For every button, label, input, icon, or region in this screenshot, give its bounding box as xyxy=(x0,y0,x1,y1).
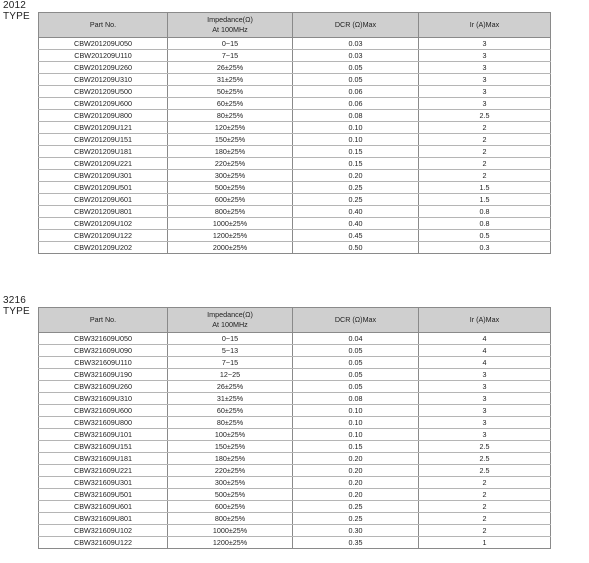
table-body xyxy=(39,333,551,549)
cell-ir: 2 xyxy=(419,158,551,170)
cell-impedance: 12~25 xyxy=(168,369,293,381)
cell-impedance: 150±25% xyxy=(168,134,293,146)
cell-ir: 2.5 xyxy=(419,453,551,465)
cell-impedance: 1200±25% xyxy=(168,230,293,242)
cell-ir: 2 xyxy=(419,489,551,501)
table-row xyxy=(39,441,551,453)
table-row xyxy=(39,194,551,206)
table-row xyxy=(39,218,551,230)
cell-part-no: CBW201209U121 xyxy=(39,122,168,134)
cell-impedance: 0~15 xyxy=(168,38,293,50)
cell-impedance: 600±25% xyxy=(168,501,293,513)
cell-part-no: CBW201209U310 xyxy=(39,74,168,86)
cell-dcr: 0.04 xyxy=(293,333,419,345)
spec-table-3216 xyxy=(38,307,551,549)
cell-dcr: 0.50 xyxy=(293,242,419,254)
cell-ir: 3 xyxy=(419,50,551,62)
header-ir: Ir (A)Max xyxy=(419,308,551,333)
cell-impedance: 80±25% xyxy=(168,417,293,429)
cell-dcr: 0.20 xyxy=(293,489,419,501)
cell-dcr: 0.05 xyxy=(293,381,419,393)
cell-ir: 3 xyxy=(419,98,551,110)
cell-impedance: 500±25% xyxy=(168,489,293,501)
cell-part-no: CBW321609U110 xyxy=(39,357,168,369)
cell-impedance: 150±25% xyxy=(168,441,293,453)
cell-ir: 2 xyxy=(419,170,551,182)
table-row xyxy=(39,429,551,441)
table-row xyxy=(39,417,551,429)
cell-ir: 2 xyxy=(419,513,551,525)
table-row xyxy=(39,86,551,98)
cell-part-no: CBW201209U122 xyxy=(39,230,168,242)
header-impedance xyxy=(168,308,293,333)
cell-part-no: CBW321609U050 xyxy=(39,333,168,345)
cell-part-no: CBW201209U601 xyxy=(39,194,168,206)
cell-impedance: 180±25% xyxy=(168,146,293,158)
cell-impedance: 60±25% xyxy=(168,405,293,417)
cell-part-no: CBW201209U260 xyxy=(39,62,168,74)
cell-impedance: 800±25% xyxy=(168,206,293,218)
cell-dcr: 0.25 xyxy=(293,513,419,525)
cell-part-no: CBW201209U221 xyxy=(39,158,168,170)
cell-ir: 3 xyxy=(419,393,551,405)
cell-part-no: CBW201209U500 xyxy=(39,86,168,98)
cell-part-no: CBW321609U260 xyxy=(39,381,168,393)
cell-dcr: 0.06 xyxy=(293,98,419,110)
cell-ir: 3 xyxy=(419,86,551,98)
cell-ir: 3 xyxy=(419,381,551,393)
table-row xyxy=(39,242,551,254)
cell-part-no: CBW321609U102 xyxy=(39,525,168,537)
cell-dcr: 0.15 xyxy=(293,441,419,453)
cell-impedance: 120±25% xyxy=(168,122,293,134)
cell-ir: 4 xyxy=(419,345,551,357)
cell-dcr: 0.25 xyxy=(293,182,419,194)
header-dcr: DCR (Ω)Max xyxy=(293,308,419,333)
cell-ir: 3 xyxy=(419,74,551,86)
cell-part-no: CBW321609U601 xyxy=(39,501,168,513)
cell-dcr: 0.40 xyxy=(293,206,419,218)
cell-ir: 2 xyxy=(419,122,551,134)
cell-impedance: 2000±25% xyxy=(168,242,293,254)
cell-dcr: 0.10 xyxy=(293,405,419,417)
cell-dcr: 0.05 xyxy=(293,74,419,86)
table-row xyxy=(39,98,551,110)
header-dcr: DCR (Ω)Max xyxy=(293,13,419,38)
cell-dcr: 0.35 xyxy=(293,537,419,549)
cell-dcr: 0.15 xyxy=(293,146,419,158)
cell-part-no: CBW201209U801 xyxy=(39,206,168,218)
section-title: 2012 TYPE xyxy=(3,0,30,22)
cell-impedance: 600±25% xyxy=(168,194,293,206)
cell-impedance: 500±25% xyxy=(168,182,293,194)
cell-part-no: CBW321609U190 xyxy=(39,369,168,381)
cell-dcr: 0.20 xyxy=(293,170,419,182)
spec-table-2012 xyxy=(38,12,551,254)
cell-dcr: 0.10 xyxy=(293,122,419,134)
cell-ir: 2.5 xyxy=(419,465,551,477)
cell-impedance: 26±25% xyxy=(168,381,293,393)
header-part-no: Part No. xyxy=(39,308,168,333)
cell-ir: 4 xyxy=(419,333,551,345)
cell-part-no: CBW201209U110 xyxy=(39,50,168,62)
cell-ir: 2 xyxy=(419,525,551,537)
table-row xyxy=(39,405,551,417)
cell-dcr: 0.30 xyxy=(293,525,419,537)
cell-part-no: CBW201209U600 xyxy=(39,98,168,110)
table-row xyxy=(39,38,551,50)
table-row xyxy=(39,146,551,158)
cell-part-no: CBW201209U050 xyxy=(39,38,168,50)
cell-part-no: CBW201209U800 xyxy=(39,110,168,122)
table-row xyxy=(39,489,551,501)
cell-part-no: CBW321609U301 xyxy=(39,477,168,489)
header-row xyxy=(39,308,551,333)
cell-dcr: 0.25 xyxy=(293,501,419,513)
cell-ir: 3 xyxy=(419,62,551,74)
cell-impedance: 26±25% xyxy=(168,62,293,74)
cell-dcr: 0.10 xyxy=(293,134,419,146)
cell-ir: 2 xyxy=(419,477,551,489)
cell-impedance: 220±25% xyxy=(168,158,293,170)
cell-ir: 3 xyxy=(419,429,551,441)
cell-dcr: 0.08 xyxy=(293,110,419,122)
cell-part-no: CBW201209U181 xyxy=(39,146,168,158)
cell-ir: 2 xyxy=(419,501,551,513)
cell-ir: 0.3 xyxy=(419,242,551,254)
table-body xyxy=(39,38,551,254)
cell-dcr: 0.06 xyxy=(293,86,419,98)
cell-ir: 2.5 xyxy=(419,441,551,453)
cell-impedance: 800±25% xyxy=(168,513,293,525)
table-row xyxy=(39,170,551,182)
header-impedance-line2: At 100MHz xyxy=(212,320,248,329)
cell-dcr: 0.10 xyxy=(293,429,419,441)
table-row xyxy=(39,453,551,465)
cell-ir: 2 xyxy=(419,134,551,146)
table-row xyxy=(39,158,551,170)
cell-impedance: 100±25% xyxy=(168,429,293,441)
cell-part-no: CBW321609U181 xyxy=(39,453,168,465)
table-row xyxy=(39,525,551,537)
table-row xyxy=(39,369,551,381)
cell-impedance: 1000±25% xyxy=(168,218,293,230)
cell-impedance: 7~15 xyxy=(168,50,293,62)
cell-dcr: 0.10 xyxy=(293,417,419,429)
cell-dcr: 0.45 xyxy=(293,230,419,242)
table-row xyxy=(39,477,551,489)
table-row xyxy=(39,465,551,477)
cell-impedance: 1000±25% xyxy=(168,525,293,537)
cell-impedance: 300±25% xyxy=(168,477,293,489)
cell-part-no: CBW321609U221 xyxy=(39,465,168,477)
cell-part-no: CBW321609U801 xyxy=(39,513,168,525)
table-row xyxy=(39,122,551,134)
cell-ir: 4 xyxy=(419,357,551,369)
cell-dcr: 0.20 xyxy=(293,477,419,489)
cell-part-no: CBW321609U800 xyxy=(39,417,168,429)
table-row xyxy=(39,206,551,218)
cell-impedance: 80±25% xyxy=(168,110,293,122)
table-row xyxy=(39,381,551,393)
cell-ir: 3 xyxy=(419,405,551,417)
cell-part-no: CBW201209U151 xyxy=(39,134,168,146)
cell-part-no: CBW321609U310 xyxy=(39,393,168,405)
cell-part-no: CBW201209U202 xyxy=(39,242,168,254)
cell-impedance: 300±25% xyxy=(168,170,293,182)
header-impedance xyxy=(168,13,293,38)
table-row xyxy=(39,513,551,525)
table-row xyxy=(39,62,551,74)
cell-dcr: 0.20 xyxy=(293,453,419,465)
cell-dcr: 0.03 xyxy=(293,38,419,50)
table-row xyxy=(39,110,551,122)
cell-dcr: 0.05 xyxy=(293,369,419,381)
cell-ir: 0.8 xyxy=(419,206,551,218)
cell-impedance: 220±25% xyxy=(168,465,293,477)
cell-ir: 2.5 xyxy=(419,110,551,122)
cell-dcr: 0.20 xyxy=(293,465,419,477)
table-row xyxy=(39,537,551,549)
table-row xyxy=(39,74,551,86)
table-row xyxy=(39,357,551,369)
cell-ir: 1 xyxy=(419,537,551,549)
cell-part-no: CBW321609U501 xyxy=(39,489,168,501)
cell-dcr: 0.08 xyxy=(293,393,419,405)
cell-dcr: 0.03 xyxy=(293,50,419,62)
table-row xyxy=(39,50,551,62)
header-ir: Ir (A)Max xyxy=(419,13,551,38)
cell-ir: 3 xyxy=(419,369,551,381)
header-row xyxy=(39,13,551,38)
cell-ir: 0.8 xyxy=(419,218,551,230)
cell-impedance: 50±25% xyxy=(168,86,293,98)
cell-impedance: 60±25% xyxy=(168,98,293,110)
header-impedance-line2: At 100MHz xyxy=(212,25,248,34)
cell-impedance: 31±25% xyxy=(168,74,293,86)
cell-ir: 1.5 xyxy=(419,182,551,194)
header-impedance-line1: Impedance(Ω) xyxy=(207,15,253,24)
header-part-no: Part No. xyxy=(39,13,168,38)
cell-dcr: 0.05 xyxy=(293,345,419,357)
header-impedance-line1: Impedance(Ω) xyxy=(207,310,253,319)
table-row xyxy=(39,345,551,357)
cell-part-no: CBW201209U301 xyxy=(39,170,168,182)
cell-impedance: 31±25% xyxy=(168,393,293,405)
cell-ir: 0.5 xyxy=(419,230,551,242)
table-row xyxy=(39,230,551,242)
cell-dcr: 0.05 xyxy=(293,357,419,369)
cell-part-no: CBW321609U101 xyxy=(39,429,168,441)
table-row xyxy=(39,501,551,513)
cell-dcr: 0.40 xyxy=(293,218,419,230)
cell-ir: 1.5 xyxy=(419,194,551,206)
cell-part-no: CBW201209U102 xyxy=(39,218,168,230)
cell-part-no: CBW201209U501 xyxy=(39,182,168,194)
table-row xyxy=(39,393,551,405)
section-title: 3216 TYPE xyxy=(3,295,30,317)
cell-part-no: CBW321609U090 xyxy=(39,345,168,357)
cell-part-no: CBW321609U151 xyxy=(39,441,168,453)
cell-impedance: 180±25% xyxy=(168,453,293,465)
cell-ir: 2 xyxy=(419,146,551,158)
table-row xyxy=(39,333,551,345)
cell-impedance: 1200±25% xyxy=(168,537,293,549)
cell-dcr: 0.15 xyxy=(293,158,419,170)
cell-impedance: 5~13 xyxy=(168,345,293,357)
cell-part-no: CBW321609U122 xyxy=(39,537,168,549)
cell-impedance: 0~15 xyxy=(168,333,293,345)
cell-part-no: CBW321609U600 xyxy=(39,405,168,417)
cell-ir: 3 xyxy=(419,38,551,50)
cell-dcr: 0.25 xyxy=(293,194,419,206)
table-row xyxy=(39,134,551,146)
cell-dcr: 0.05 xyxy=(293,62,419,74)
table-row xyxy=(39,182,551,194)
cell-impedance: 7~15 xyxy=(168,357,293,369)
cell-ir: 3 xyxy=(419,417,551,429)
